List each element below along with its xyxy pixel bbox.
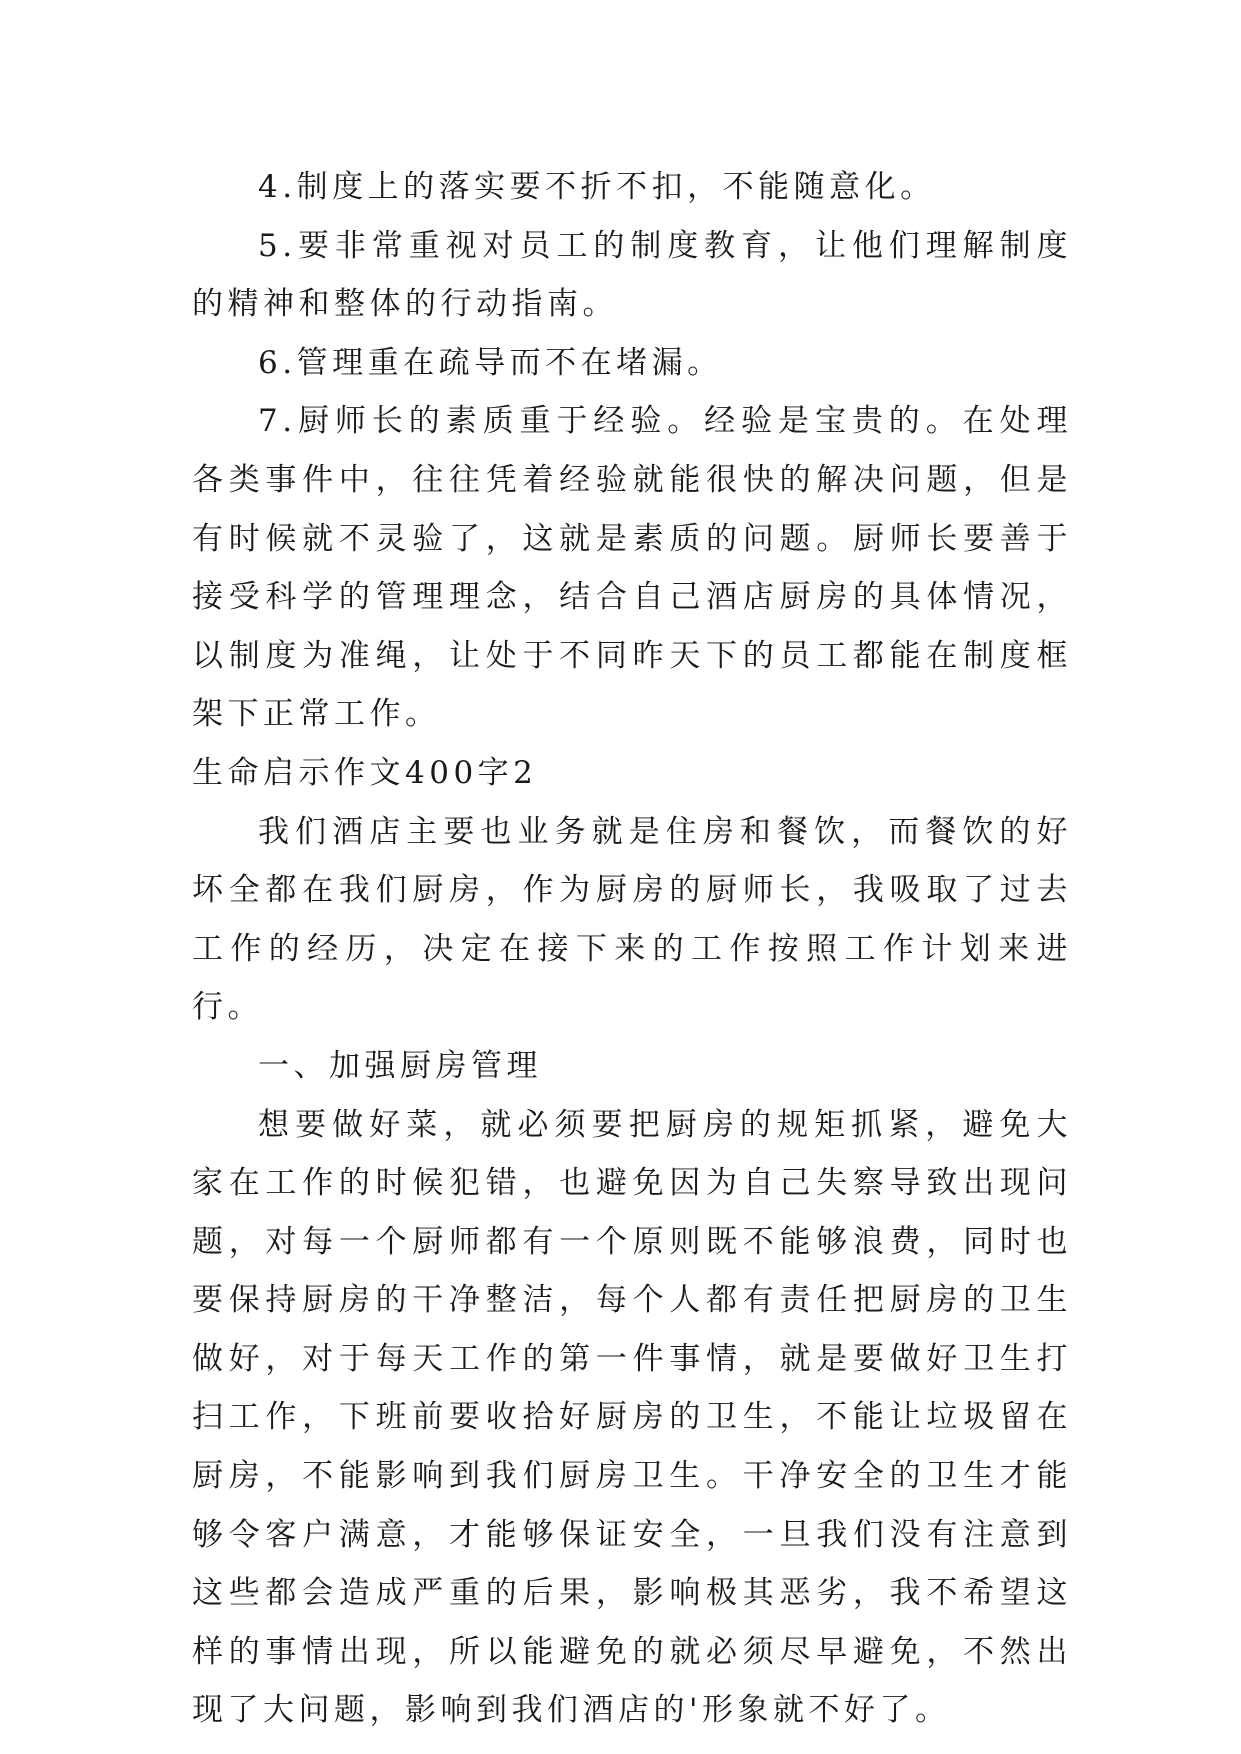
- subheading-kitchen-management: 一、加强厨房管理: [258, 1047, 542, 1084]
- document-body: [192, 158, 1072, 1740]
- section-heading: 生命启示作文400字2: [192, 754, 538, 791]
- paragraph-intro: 我们酒店主要也业务就是住房和餐饮，而餐饮的好坏全都在我们厨房，作为厨房的厨师长，我吸取了过去工作的经历，决定在接下来的工作按照工作计划来进行。: [192, 813, 1072, 1026]
- paragraph-kitchen-hygiene: 想要做好菜，就必须要把厨房的规矩抓紧，避免大家在工作的时候犯错，也避免因为自己失察导致出现问题，对每一个厨师都有一个原则既不能够浪费，同时也要保持厨房的干净整洁，每个人都有责任把厨房的卫生做好，对于每天工作的第一件事情，就是要做好卫生打扫工作，下班前要收拾好厨房的卫生，不能让垃圾留在厨房，不能影响到我们厨房卫生。干净安全的卫生才能够令客户满意，才能够保证安全，一旦我们没有注意到这些都会造成严重的后果，影响极其恶劣，我不希望这样的事情出现，所以能避免的就必须尽早避免，不然出现了大问题，影响到我们酒店的'形象就不好了。: [192, 1106, 1072, 1729]
- paragraph-item-7: 7.厨师长的素质重于经验。经验是宝贵的。在处理各类事件中，往往凭着经验就能很快的解决问题，但是有时候就不灵验了，这就是素质的问题。厨师长要善于接受科学的管理理念，结合自己酒店厨房的具体情况，以制度为准绳，让处于不同昨天下的员工都能在制度框架下正常工作。: [192, 403, 1072, 733]
- paragraph-item-5: 5.要非常重视对员工的制度教育，让他们理解制度的精神和整体的行动指南。: [192, 227, 1072, 323]
- paragraph-item-6: 6.管理重在疏导而不在堵漏。: [258, 344, 723, 381]
- paragraph-item-4: 4.制度上的落实要不折不扣，不能随意化。: [258, 169, 936, 205]
